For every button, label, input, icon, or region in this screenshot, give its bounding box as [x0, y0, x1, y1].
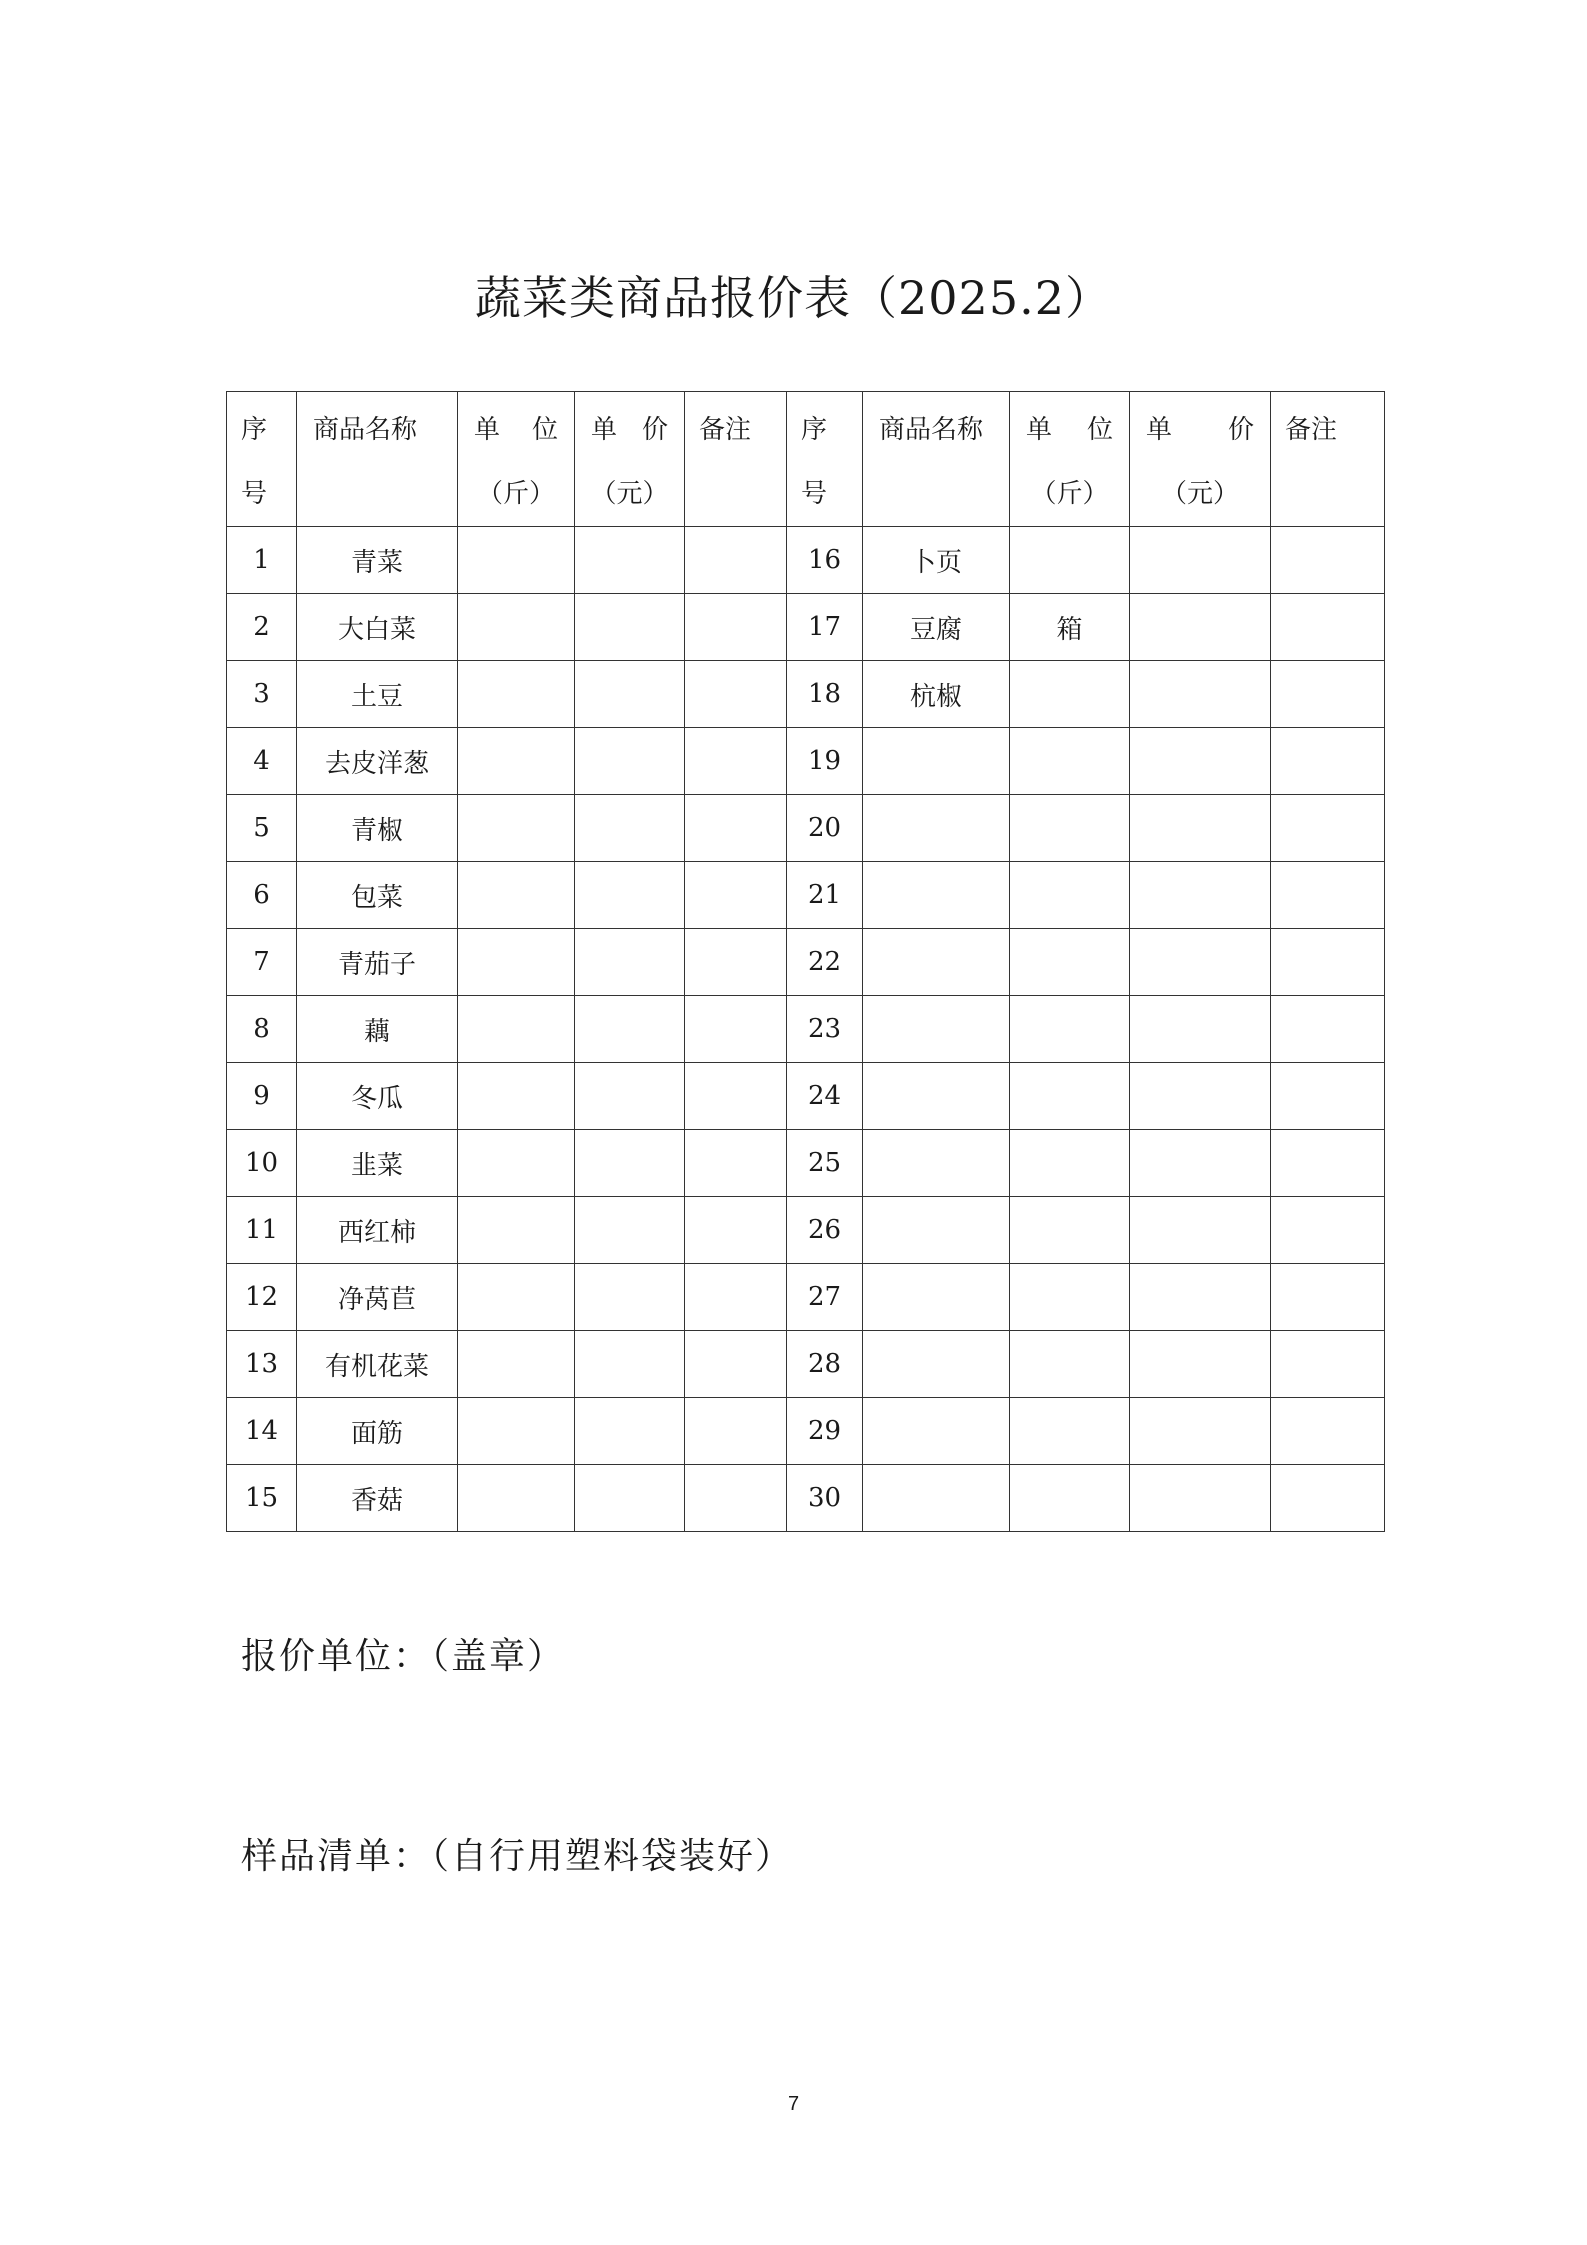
- cell-name-left: 净莴苣: [297, 1264, 458, 1331]
- page-number: 7: [787, 2093, 800, 2115]
- cell-seq-left: 9: [227, 1063, 297, 1130]
- table-row: [227, 527, 1385, 594]
- cell-name-right: 杭椒: [863, 661, 1010, 728]
- cell-price-left: [575, 795, 685, 862]
- cell-name-left: 土豆: [297, 661, 458, 728]
- cell-unit-left: [458, 862, 575, 929]
- header-name-label: 商品名称: [313, 415, 418, 445]
- header-unit-sub: （斤）: [476, 479, 555, 509]
- header-unit-sub: （斤）: [1030, 479, 1109, 509]
- cell-price-right: [1130, 929, 1271, 996]
- cell-name-left: 青椒: [297, 795, 458, 862]
- cell-note-left: [685, 1331, 787, 1398]
- cell-name-right: 豆腐: [863, 594, 1010, 661]
- cell-price-left: [575, 661, 685, 728]
- cell-price-left: [575, 594, 685, 661]
- cell-unit-right: [1010, 795, 1130, 862]
- cell-price-right: [1130, 1264, 1271, 1331]
- header-name-label: 商品名称: [879, 415, 984, 445]
- cell-seq-left: 12: [227, 1264, 297, 1331]
- cell-name-left: 藕: [297, 996, 458, 1063]
- cell-price-right: [1130, 594, 1271, 661]
- cell-seq-right: 21: [787, 862, 863, 929]
- table-header-row: [227, 392, 1385, 527]
- table-row: [227, 728, 1385, 795]
- cell-name-right: [863, 1063, 1010, 1130]
- cell-unit-left: [458, 728, 575, 795]
- cell-unit-left: [458, 1130, 575, 1197]
- cell-note-left: [685, 1197, 787, 1264]
- cell-unit-right: [1010, 1465, 1130, 1532]
- cell-note-left: [685, 1063, 787, 1130]
- cell-price-right: [1130, 862, 1271, 929]
- cell-name-right: [863, 862, 1010, 929]
- cell-seq-right: 30: [787, 1465, 863, 1532]
- cell-unit-left: [458, 1398, 575, 1465]
- header-seq-bottom: 号: [801, 479, 828, 509]
- cell-price-left: [575, 1130, 685, 1197]
- header-price-sub: （元）: [1160, 479, 1239, 509]
- cell-unit-left: [458, 1197, 575, 1264]
- header-unit-right: [1010, 392, 1130, 527]
- cell-name-right: [863, 795, 1010, 862]
- cell-name-left: 有机花菜: [297, 1331, 458, 1398]
- cell-unit-left: [458, 527, 575, 594]
- cell-seq-right: 18: [787, 661, 863, 728]
- cell-unit-left: [458, 661, 575, 728]
- table-row: [227, 1264, 1385, 1331]
- cell-seq-left: 5: [227, 795, 297, 862]
- table-row: [227, 1130, 1385, 1197]
- cell-note-right: [1271, 728, 1385, 795]
- header-seq-top: 序: [801, 415, 828, 445]
- cell-unit-right: [1010, 1331, 1130, 1398]
- cell-name-left: 韭菜: [297, 1130, 458, 1197]
- cell-note-left: [685, 527, 787, 594]
- cell-note-right: [1271, 1130, 1385, 1197]
- table-row: [227, 1197, 1385, 1264]
- cell-unit-left: [458, 594, 575, 661]
- cell-name-right: [863, 1398, 1010, 1465]
- cell-seq-right: 16: [787, 527, 863, 594]
- cell-name-right: [863, 1264, 1010, 1331]
- cell-unit-left: [458, 1331, 575, 1398]
- cell-price-right: [1130, 795, 1271, 862]
- cell-seq-left: 10: [227, 1130, 297, 1197]
- cell-price-right: [1130, 1331, 1271, 1398]
- cell-note-right: [1271, 661, 1385, 728]
- header-price-b: 价: [1227, 415, 1254, 445]
- cell-name-right: [863, 1331, 1010, 1398]
- table-row: [227, 862, 1385, 929]
- cell-name-left: 冬瓜: [297, 1063, 458, 1130]
- cell-note-right: [1271, 527, 1385, 594]
- cell-name-left: 青茄子: [297, 929, 458, 996]
- cell-note-left: [685, 661, 787, 728]
- cell-price-left: [575, 996, 685, 1063]
- cell-unit-left: [458, 1264, 575, 1331]
- cell-price-right: [1130, 527, 1271, 594]
- cell-seq-left: 7: [227, 929, 297, 996]
- header-unit-a: 单: [474, 415, 501, 445]
- cell-seq-right: 27: [787, 1264, 863, 1331]
- cell-seq-right: 25: [787, 1130, 863, 1197]
- cell-seq-right: 23: [787, 996, 863, 1063]
- cell-note-right: [1271, 594, 1385, 661]
- cell-name-left: 包菜: [297, 862, 458, 929]
- cell-unit-right: [1010, 527, 1130, 594]
- quote-table: [226, 391, 1385, 1532]
- cell-seq-right: 24: [787, 1063, 863, 1130]
- cell-unit-right: [1010, 661, 1130, 728]
- cell-name-right: [863, 1197, 1010, 1264]
- cell-note-right: [1271, 1197, 1385, 1264]
- cell-note-right: [1271, 795, 1385, 862]
- cell-unit-right: [1010, 1130, 1130, 1197]
- cell-seq-right: 22: [787, 929, 863, 996]
- header-note-right: [1271, 392, 1385, 527]
- cell-price-right: [1130, 1465, 1271, 1532]
- cell-price-left: [575, 1331, 685, 1398]
- cell-unit-right: [1010, 728, 1130, 795]
- cell-unit-right: [1010, 1063, 1130, 1130]
- cell-unit-left: [458, 929, 575, 996]
- cell-price-left: [575, 1398, 685, 1465]
- cell-note-left: [685, 1465, 787, 1532]
- cell-price-left: [575, 1063, 685, 1130]
- header-unit-b: 位: [531, 415, 558, 445]
- table-row: [227, 1465, 1385, 1532]
- header-price-right: [1130, 392, 1271, 527]
- cell-note-right: [1271, 929, 1385, 996]
- cell-note-right: [1271, 1063, 1385, 1130]
- table-row: [227, 1398, 1385, 1465]
- header-price-left: [575, 392, 685, 527]
- cell-note-left: [685, 929, 787, 996]
- header-price-sub: （元）: [590, 479, 669, 509]
- cell-note-left: [685, 1130, 787, 1197]
- cell-name-left: 去皮洋葱: [297, 728, 458, 795]
- sample-list-line: 样品清单：（自行用塑料袋装好）: [241, 1836, 794, 1877]
- cell-unit-right: [1010, 862, 1130, 929]
- cell-name-left: 面筋: [297, 1398, 458, 1465]
- cell-seq-left: 11: [227, 1197, 297, 1264]
- header-price-b: 价: [641, 415, 668, 445]
- page-title: 蔬菜类商品报价表（2025.2）: [475, 271, 1112, 325]
- cell-price-right: [1130, 728, 1271, 795]
- cell-note-right: [1271, 1331, 1385, 1398]
- cell-name-right: [863, 929, 1010, 996]
- header-seq-top: 序: [241, 415, 268, 445]
- table-row: [227, 929, 1385, 996]
- table-row: [227, 795, 1385, 862]
- header-unit-a: 单: [1026, 415, 1053, 445]
- cell-price-left: [575, 1465, 685, 1532]
- cell-price-right: [1130, 661, 1271, 728]
- table-body: [227, 527, 1385, 1532]
- cell-seq-left: 15: [227, 1465, 297, 1532]
- quote-unit-line: 报价单位：（盖章）: [241, 1636, 566, 1677]
- cell-price-right: [1130, 1063, 1271, 1130]
- cell-note-right: [1271, 1398, 1385, 1465]
- table-row: [227, 996, 1385, 1063]
- cell-price-left: [575, 1197, 685, 1264]
- cell-name-right: 卜页: [863, 527, 1010, 594]
- cell-seq-left: 13: [227, 1331, 297, 1398]
- cell-unit-left: [458, 996, 575, 1063]
- cell-price-left: [575, 862, 685, 929]
- cell-name-left: 香菇: [297, 1465, 458, 1532]
- cell-note-left: [685, 728, 787, 795]
- header-seq-bottom: 号: [241, 479, 268, 509]
- header-note-left: [685, 392, 787, 527]
- header-name-right: [863, 392, 1010, 527]
- cell-unit-right: [1010, 996, 1130, 1063]
- cell-seq-left: 8: [227, 996, 297, 1063]
- cell-unit-left: [458, 1465, 575, 1532]
- cell-name-right: [863, 1130, 1010, 1197]
- cell-name-right: [863, 728, 1010, 795]
- header-unit-b: 位: [1086, 415, 1113, 445]
- cell-unit-right: [1010, 1264, 1130, 1331]
- cell-note-right: [1271, 1264, 1385, 1331]
- cell-unit-left: [458, 795, 575, 862]
- cell-note-right: [1271, 862, 1385, 929]
- cell-price-left: [575, 527, 685, 594]
- cell-price-right: [1130, 1398, 1271, 1465]
- cell-seq-left: 3: [227, 661, 297, 728]
- cell-unit-left: [458, 1063, 575, 1130]
- cell-seq-left: 1: [227, 527, 297, 594]
- cell-note-left: [685, 996, 787, 1063]
- cell-unit-right: [1010, 1197, 1130, 1264]
- header-seq-left: [227, 392, 297, 527]
- cell-name-left: 西红柿: [297, 1197, 458, 1264]
- cell-note-right: [1271, 1465, 1385, 1532]
- header-price-a: 单: [591, 415, 618, 445]
- table-row: [227, 661, 1385, 728]
- cell-name-left: 大白菜: [297, 594, 458, 661]
- cell-price-right: [1130, 996, 1271, 1063]
- table-row: [227, 1063, 1385, 1130]
- header-note-label: 备注: [1285, 415, 1338, 445]
- header-name-left: [297, 392, 458, 527]
- cell-note-left: [685, 1264, 787, 1331]
- cell-price-right: [1130, 1130, 1271, 1197]
- cell-seq-right: 19: [787, 728, 863, 795]
- cell-seq-left: 4: [227, 728, 297, 795]
- cell-price-left: [575, 728, 685, 795]
- cell-name-left: 青菜: [297, 527, 458, 594]
- table-row: [227, 594, 1385, 661]
- header-seq-right: [787, 392, 863, 527]
- cell-price-left: [575, 1264, 685, 1331]
- cell-seq-right: 29: [787, 1398, 863, 1465]
- cell-name-right: [863, 1465, 1010, 1532]
- cell-seq-left: 6: [227, 862, 297, 929]
- cell-seq-right: 17: [787, 594, 863, 661]
- cell-price-left: [575, 929, 685, 996]
- cell-note-left: [685, 1398, 787, 1465]
- header-unit-left: [458, 392, 575, 527]
- header-price-a: 单: [1146, 415, 1173, 445]
- cell-unit-right: [1010, 1398, 1130, 1465]
- cell-note-right: [1271, 996, 1385, 1063]
- cell-seq-left: 2: [227, 594, 297, 661]
- cell-unit-right: 箱: [1010, 594, 1130, 661]
- cell-unit-right: [1010, 929, 1130, 996]
- cell-note-left: [685, 594, 787, 661]
- cell-seq-right: 28: [787, 1331, 863, 1398]
- table-row: [227, 1331, 1385, 1398]
- cell-seq-left: 14: [227, 1398, 297, 1465]
- cell-name-right: [863, 996, 1010, 1063]
- cell-note-left: [685, 862, 787, 929]
- cell-seq-right: 20: [787, 795, 863, 862]
- header-note-label: 备注: [699, 415, 752, 445]
- cell-note-left: [685, 795, 787, 862]
- cell-price-right: [1130, 1197, 1271, 1264]
- cell-seq-right: 26: [787, 1197, 863, 1264]
